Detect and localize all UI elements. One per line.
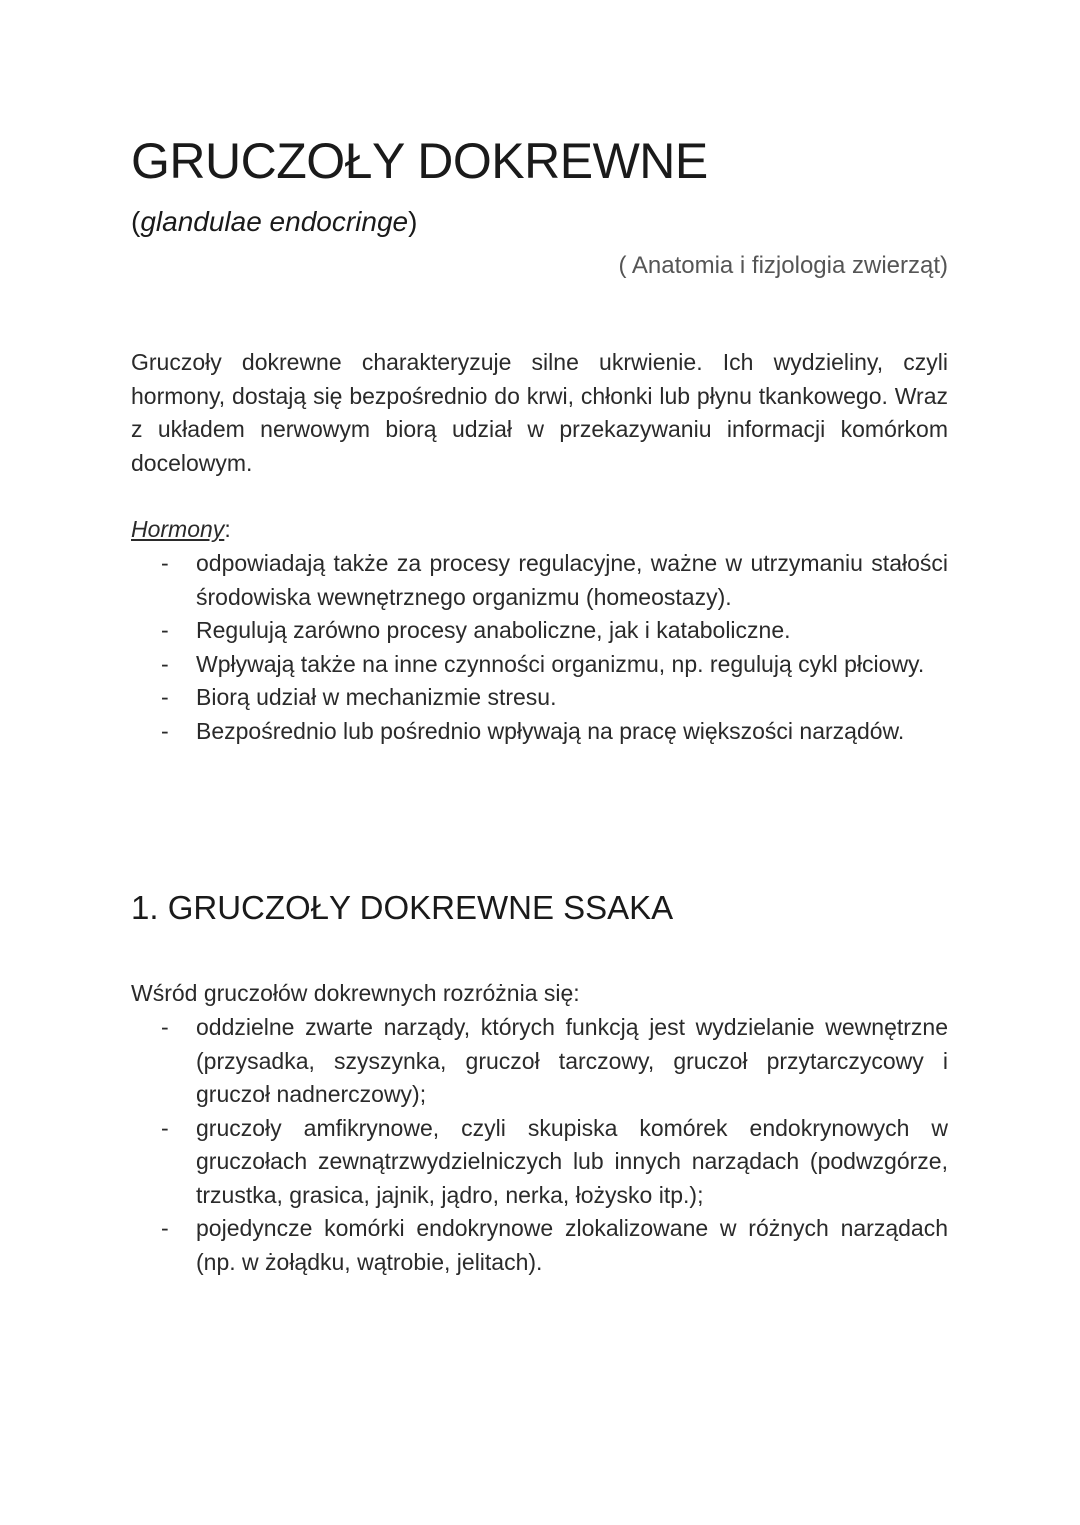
- list-item: [131, 1011, 948, 1112]
- gland-types-list: [131, 1011, 948, 1279]
- list-item: [131, 648, 948, 682]
- list-item: [131, 614, 948, 648]
- dash-bullet: -: [161, 650, 169, 677]
- page-title: GRUCZOŁY DOKREWNE: [131, 133, 708, 189]
- list-item-text: Regulują zarówno procesy anaboliczne, jak i kataboliczne.: [196, 617, 791, 643]
- hormony-label-text: Hormony: [131, 516, 225, 542]
- list-item: [131, 1212, 948, 1279]
- subtitle-open-paren: (: [131, 206, 141, 237]
- dash-bullet: -: [161, 717, 169, 744]
- hormony-list: [131, 547, 948, 748]
- dash-bullet: -: [161, 617, 169, 643]
- list-item-text: Biorą udział w mechanizmie stresu.: [196, 684, 557, 710]
- list-item-text: Bezpośrednio lub pośrednio wpływają na pracę większości narządów.: [196, 717, 905, 744]
- list-item-text: pojedyncze komórki endokrynowe zlokalizowane w różnych narządach (np. w żołądku, wątrobie, jelitach).: [196, 1215, 948, 1275]
- dash-bullet: -: [161, 1215, 169, 1241]
- dash-bullet: -: [161, 684, 169, 710]
- list-item-text: Wpływają także na inne czynności organizmu, np. regulują cykl płciowy.: [196, 650, 925, 677]
- section-intro: Wśród gruczołów dokrewnych rozróżnia się:: [131, 980, 580, 1006]
- hormony-label-colon: :: [224, 516, 231, 542]
- dash-bullet: -: [161, 1014, 169, 1040]
- list-item-text: odpowiadają także za procesy regulacyjne, ważne w utrzymaniu stałości środowiska wewnętrznego organizmu (homeostazy).: [196, 550, 948, 610]
- source-note: ( Anatomia i fizjologia zwierząt): [618, 252, 948, 279]
- hormony-label: [131, 513, 231, 547]
- list-item-text: gruczoły amfikrynowe, czyli skupiska komórek endokrynowych w gruczołach zewnątrzwydzielniczych lub innych narządach (podwzgórze, trzustka, grasica, jajnik, jądro, nerka, łożysko itp.);: [196, 1114, 948, 1208]
- dash-bullet: -: [161, 550, 169, 576]
- list-item: [131, 547, 948, 614]
- list-item: [131, 715, 948, 749]
- latin-subtitle: [131, 204, 417, 240]
- latin-name: glandulae endocringe: [140, 206, 409, 237]
- section-heading: 1. GRUCZOŁY DOKREWNE SSAKA: [131, 889, 674, 926]
- intro-paragraph: Gruczoły dokrewne charakteryzuje silne ukrwienie. Ich wydzieliny, czyli hormony, dostają się bezpośrednio do krwi, chłonki lub płynu tkankowego. Wraz z układem nerwowym biorą udział w przekazywaniu informacji komórkom docelowym.: [131, 349, 948, 476]
- list-item: [131, 681, 948, 715]
- dash-bullet: -: [161, 1114, 169, 1141]
- subtitle-close-paren: ): [408, 206, 418, 237]
- list-item-text: oddzielne zwarte narządy, których funkcją jest wydzielanie wewnętrzne (przysadka, szyszynka, gruczoł tarczowy, gruczoł przytarczycowy i gruczoł nadnerczowy);: [196, 1014, 948, 1107]
- list-item: [131, 1112, 948, 1213]
